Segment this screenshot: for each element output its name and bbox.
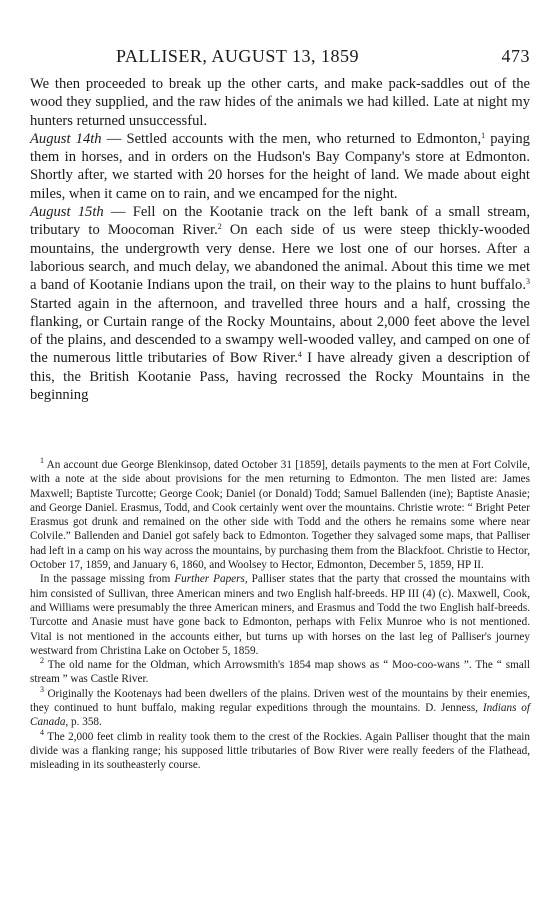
footnote-1 (30, 458, 530, 572)
entry-text: Started again in the afternoon, and travelled three hours and a half, crossing the flanking, or Curtain range of the Rocky Mountains, about 2,000 feet above the level of the plains, and descended to a swampy well-wooded valley, and camped on one of the numerous little tributaries of Bow River. (30, 295, 530, 367)
footnote-4 (30, 727, 530, 773)
footnote-text: The old name for the Oldman, which Arrowsmith's 1854 map shows as “ Moo-coo-wans ”. The “ small stream ” was Castle River. (30, 659, 530, 686)
entry-text: paying them in horses, and in orders on the Hudson's Bay Company's store at Edmonton. Shortly after, we started with 20 horses for the height of land. We made about eight miles, when it came on to rain, and we encamped for the night. (30, 130, 530, 202)
entry-text: — Fell on the Kootanie track on the left bank of a small stream, tributary to Moocoman River. (30, 204, 530, 239)
footnote-text: Originally the Kootenays had been dwellers of the plains. Driven west of the mountains by their enemies, they continued to hunt buffalo, making regular expeditions through the mountains. D. Jenness, (30, 687, 530, 715)
footnote-text: An account due George Blenkinsop, dated October 31 [1859], details payments to the men at Fort Colvile, with a note at the side about provisions for the men returning to Edmonton. The men listed are: James Maxwell; Baptiste Turcotte; George Cook; Daniel (or Donald) Todd; Samuel Ballenden (ine); Baptiste Anasie; and George Daniel. Erasmus, Todd, and Cook certainly went over the mountains. Christie wrote: “ Bright Peter Erasmus got drunk and remained on the other side with Todd and the others he remains some where near Colvile.” Ballenden and Daniel got safely back to Edmonton. Together they salvaged some maps, that Palliser had left in a camp on his way across the mountains, by purchasing them from the Blackfoot. Christie to Hector, October 17, 1859, and January 6, 1860, and Woolsey to Hector, Edmonton, December 5, 1859, HP II. (30, 459, 530, 572)
footnote-mark: 2 (40, 656, 44, 666)
footnote-ref: 3 (526, 277, 530, 287)
footnotes (30, 458, 530, 773)
footnote-ref: 1 (481, 130, 486, 140)
footnote-2 (30, 658, 530, 687)
footnote-text: The 2,000 feet climb in reality took them to the crest of the Rockies. Again Palliser thought that the main divide was a flanking range; his supposed little tributaries of Bow River were really feeders of the Flathead, misleading in its southeasterly course. (30, 730, 530, 772)
entry-text: On each side of us were steep thickly-wooded mountains, the undergrowth very dense. Here we lost one of our horses. After a laborious search, and much delay, we abandoned the animal. About this time we met a band of Kootanie Indians upon the trail, on their way to the plains to hunt buffalo. (30, 222, 530, 294)
footnote-ref: 2 (217, 222, 222, 232)
footnote-text: In the passage missing from (40, 573, 175, 586)
running-header (30, 46, 530, 70)
footnote-ref: 4 (297, 350, 302, 360)
journal-entry-august-14 (30, 130, 530, 203)
main-text (30, 75, 530, 404)
footnote-text: p. 358. (68, 716, 102, 729)
entry-text: I have already given a description of this, the British Kootanie Pass, having recrossed the Rocky Mountains in the beginning (30, 350, 530, 404)
page-number: 473 (501, 46, 530, 66)
footnote-1-continued (30, 572, 530, 658)
cited-work-title: Further Papers, (174, 573, 248, 586)
footnote-3 (30, 684, 531, 730)
footnote-mark: 4 (40, 727, 44, 737)
entry-text: — Settled accounts with the men, who returned to Edmonton, (101, 130, 482, 147)
footnote-mark: 1 (40, 456, 44, 465)
paragraph: We then proceeded to break up the other carts, and make pack-saddles out of the wood they supplied, and the raw hides of the animals we had killed. Late at night my hunters returned unsuccessful. (30, 76, 530, 129)
journal-entry-august-15 (30, 203, 530, 404)
footnote-mark: 3 (40, 684, 44, 694)
entry-date: August 15th (30, 204, 104, 221)
entry-date: August 14th (30, 130, 102, 147)
running-title: PALLISER, AUGUST 13, 1859 (116, 46, 360, 66)
footnote-text: Palliser states that the party that crossed the mountains with him consisted of Sullivan, three American miners and two English half-breeds. HP III (4) (c). Maxwell, Cook, and Williams were presumably the three American miners, and Erasmus and Todd the two English half-breeds. Turcotte and Anasie must have gone back to Edmonton, perhaps with Felix Munroe who is not mentioned. Vital is not mentioned in the accounts either, but turns up with horses on the last leg of Palliser's journey westward from Christina Lake on October 5, 1859. (30, 573, 530, 657)
cited-work-title: Indians of Canada, (30, 702, 531, 729)
